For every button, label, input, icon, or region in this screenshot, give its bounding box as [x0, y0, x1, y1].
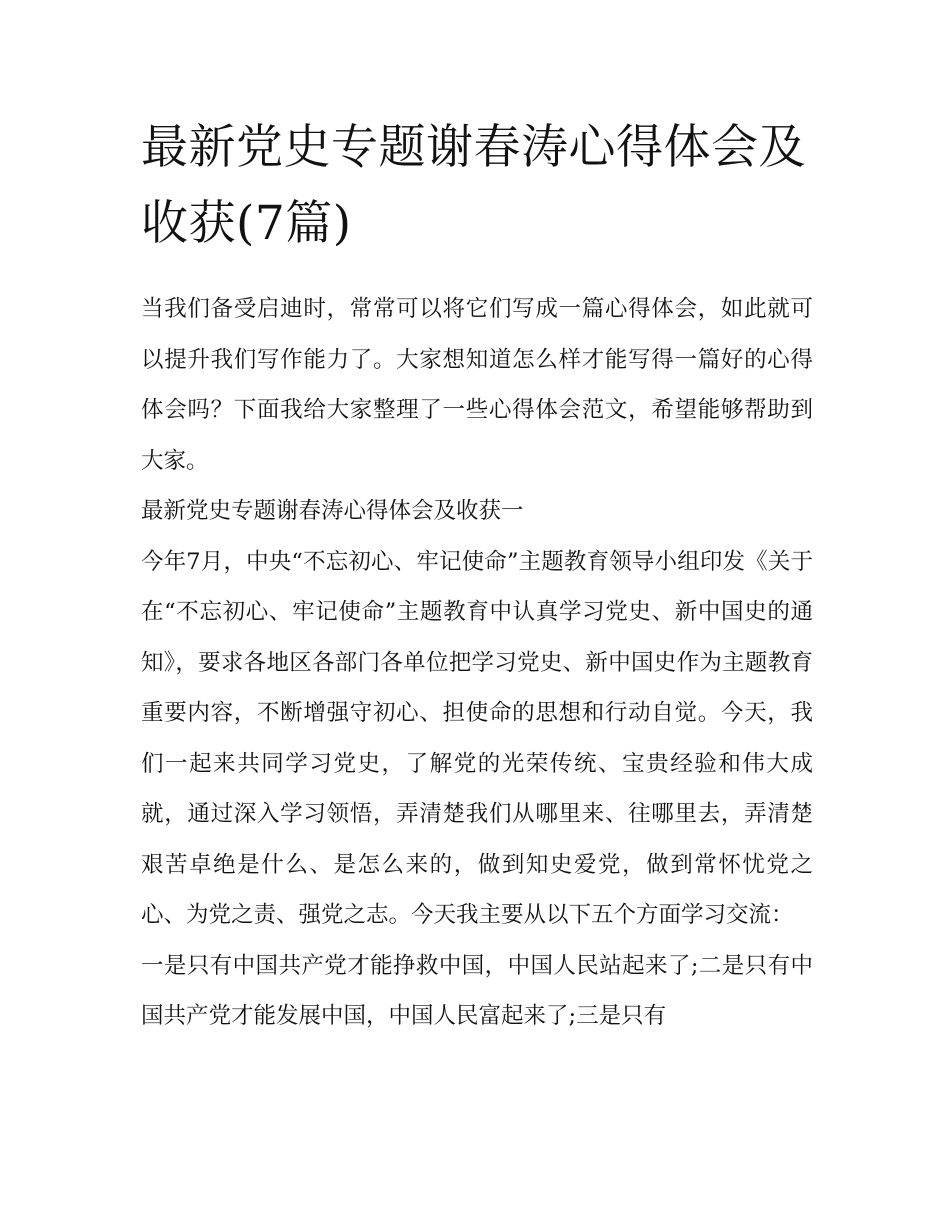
- document-page: [141, 110, 813, 1042]
- intro-paragraph: 当我们备受启迪时，常常可以将它们写成一篇心得体会，如此就可以提升我们写作能力了。大家想知道怎么样才能写得一篇好的心得体会吗？下面我给大家整理了一些心得体会范文，希望能够帮助到大家。: [141, 296, 813, 474]
- body-paragraph-2: 一是只有中国共产党才能挣救中国，中国人民站起来了;二是只有中国共产党才能发展中国，中国人民富起来了;三是只有: [141, 952, 813, 1029]
- document-title: 最新党史专题谢春涛心得体会及收获(7篇): [141, 120, 806, 251]
- body-paragraph-1: 今年7月，中央“不忘初心、牢记使命”主题教育领导小组印发《关于在“不忘初心、牢记使命”主题教育中认真学习党史、新中国史的通知》，要求各地区各部门各单位把学习党史、新中国史作为主题教育重要内容，不断增强守初心、担使命的思想和行动自觉。今天，我们一起来共同学习党史，了解党的光荣传统、宝贵经验和伟大成就，通过深入学习领悟，弄清楚我们从哪里来、往哪里去，弄清楚艰苦卓绝是什么、是怎么来的，做到知史爱党，做到常怀忧党之心、为党之责、强党之志。今天我主要从以下五个方面学习交流：: [141, 548, 813, 928]
- section-heading: 最新党史专题谢春涛心得体会及收获一: [141, 498, 524, 524]
